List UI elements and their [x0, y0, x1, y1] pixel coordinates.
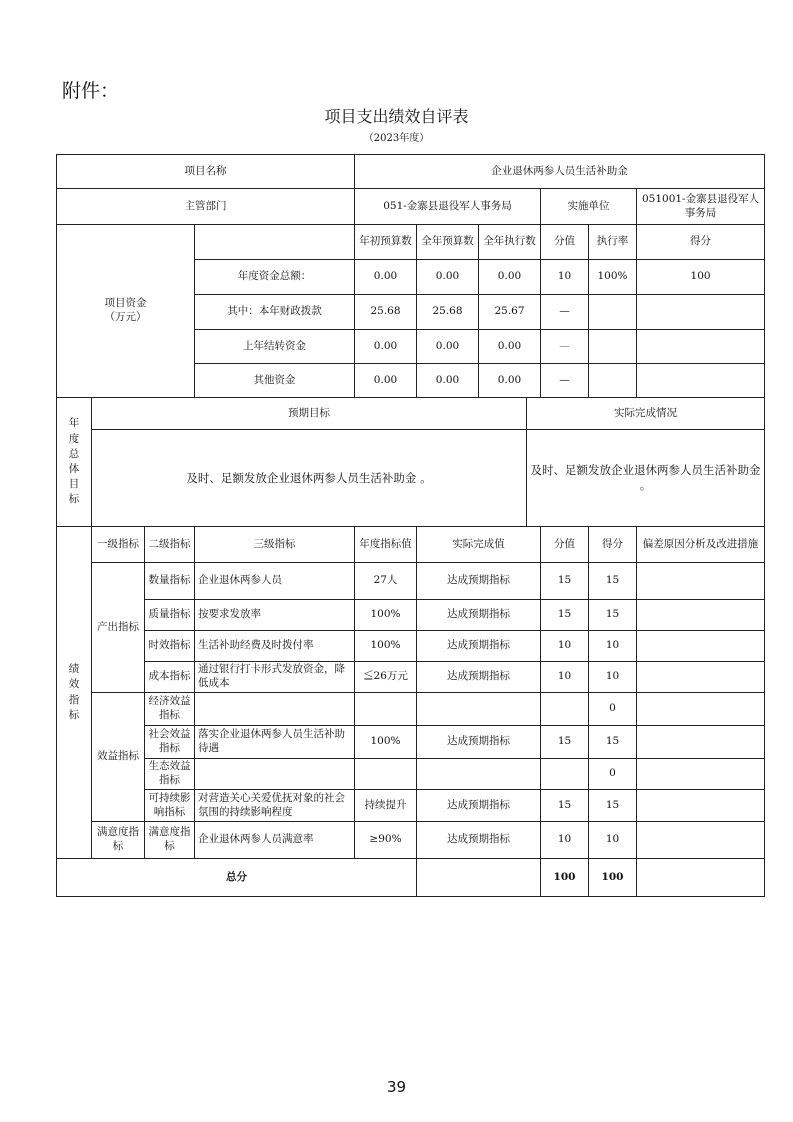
- total-score-val: 100: [541, 859, 589, 897]
- page-title: 项目支出绩效自评表: [324, 107, 469, 126]
- expected-goal-label: 预期目标: [92, 398, 527, 430]
- funds-label: 项目资金 （万元）: [57, 225, 195, 398]
- indicator-target: ≦26万元: [355, 662, 417, 693]
- indicator-l3: [195, 759, 355, 790]
- indicator-actual: 达成预期指标: [417, 726, 541, 759]
- funds-row-label: 其他资金: [195, 364, 355, 398]
- indicator-score-val: 15: [541, 563, 589, 600]
- actual-result-text: 及时、足额发放企业退休两参人员生活补助金 。: [527, 430, 765, 527]
- indicator-score-val: 15: [541, 600, 589, 631]
- funds-header-rate: 执行率: [589, 225, 637, 260]
- funds-init: 0.00: [355, 260, 417, 295]
- group-satisfaction: 满意度指标: [92, 822, 145, 859]
- funds-row-label: 年度资金总额：: [195, 260, 355, 295]
- indicator-l3: 生活补助经费及时拨付率: [195, 631, 355, 662]
- indicator-deviation: [637, 662, 765, 693]
- funds-header-score: 得分: [637, 225, 765, 260]
- indicator-deviation: [637, 693, 765, 726]
- funds-init: 25.68: [355, 295, 417, 330]
- indicator-score: 15: [589, 726, 637, 759]
- indicator-l2: 质量指标: [145, 600, 195, 631]
- indicator-score-val: 10: [541, 631, 589, 662]
- funds-score: [637, 330, 765, 364]
- indicator-l3: 按要求发放率: [195, 600, 355, 631]
- expected-goal-text: 及时、足额发放企业退休两参人员生活补助金 。: [92, 430, 527, 527]
- indicator-score: 10: [589, 631, 637, 662]
- funds-full: 0.00: [417, 260, 479, 295]
- indicator-score-val: 15: [541, 790, 589, 822]
- funds-full: 0.00: [417, 364, 479, 398]
- indicator-header-target: 年度指标值: [355, 527, 417, 563]
- indicator-header-score: 得分: [589, 527, 637, 563]
- indicator-l2: 满意度指标: [145, 822, 195, 859]
- impl-label: 实施单位: [541, 189, 637, 225]
- indicator-actual: 达成预期指标: [417, 790, 541, 822]
- funds-header-init: 年初预算数: [355, 225, 417, 260]
- indicator-deviation: [637, 790, 765, 822]
- funds-header-blank: [195, 225, 355, 260]
- indicator-target: 100%: [355, 600, 417, 631]
- indicator-target: 27人: [355, 563, 417, 600]
- indicator-target: ≥90%: [355, 822, 417, 859]
- attachment-label: 附件：: [62, 80, 120, 102]
- indicator-l2: 生态效益指标: [145, 759, 195, 790]
- indicator-score-val: 15: [541, 726, 589, 759]
- indicator-deviation: [637, 563, 765, 600]
- indicator-actual: 达成预期指标: [417, 631, 541, 662]
- funds-rate: 100%: [589, 260, 637, 295]
- indicator-l3: 企业退休两参人员: [195, 563, 355, 600]
- indicator-header-score-val: 分值: [541, 527, 589, 563]
- funds-score: 100: [637, 260, 765, 295]
- funds-score: [637, 364, 765, 398]
- funds-score-val: —: [541, 330, 589, 364]
- funds-exec: 0.00: [479, 330, 541, 364]
- indicator-actual: 达成预期指标: [417, 662, 541, 693]
- indicator-score: 10: [589, 822, 637, 859]
- page-number: 39: [386, 1078, 407, 1096]
- indicator-score: 0: [589, 693, 637, 726]
- project-name-label: 项目名称: [57, 155, 355, 189]
- indicator-header-l2: 二级指标: [145, 527, 195, 563]
- dept-value: 051-金寨县退役军人事务局: [355, 189, 541, 225]
- indicator-actual: [417, 759, 541, 790]
- indicator-deviation: [637, 600, 765, 631]
- funds-exec: 0.00: [479, 260, 541, 295]
- indicator-score: 15: [589, 790, 637, 822]
- funds-row-label: 上年结转资金: [195, 330, 355, 364]
- funds-rate: [589, 295, 637, 330]
- indicator-l2: 可持续影响指标: [145, 790, 195, 822]
- group-output: 产出指标: [92, 563, 145, 693]
- indicator-score-val: 10: [541, 822, 589, 859]
- indicator-target: 100%: [355, 726, 417, 759]
- funds-rate: [589, 330, 637, 364]
- indicator-l3: [195, 693, 355, 726]
- indicator-score-val: 10: [541, 662, 589, 693]
- funds-score: [637, 295, 765, 330]
- indicator-header-l3: 三级指标: [195, 527, 355, 563]
- indicator-actual: [417, 693, 541, 726]
- indicator-deviation: [637, 726, 765, 759]
- indicator-l3: 通过银行打卡形式发放资金，降低成本: [195, 662, 355, 693]
- indicator-actual: 达成预期指标: [417, 822, 541, 859]
- report-year: （2023年度）: [363, 133, 430, 144]
- total-blank: [417, 859, 541, 897]
- funds-rate: [589, 364, 637, 398]
- indicator-score: 15: [589, 600, 637, 631]
- indicator-score-val: [541, 759, 589, 790]
- indicator-l3: 落实企业退休两参人员生活补助待遇: [195, 726, 355, 759]
- funds-exec: 0.00: [479, 364, 541, 398]
- indicator-l3: 企业退休两参人员满意率: [195, 822, 355, 859]
- indicator-deviation: [637, 631, 765, 662]
- indicator-score: 10: [589, 662, 637, 693]
- indicator-deviation: [637, 822, 765, 859]
- indicator-l2: 经济效益指标: [145, 693, 195, 726]
- indicator-l3: 对营造关心关爱优抚对象的社会氛围的持续影响程度: [195, 790, 355, 822]
- funds-score-val: —: [541, 364, 589, 398]
- goals-label: 年 度 总 体 目 标: [57, 398, 92, 527]
- funds-score-val: 10: [541, 260, 589, 295]
- indicators-label: 绩 效 指 标: [57, 527, 92, 859]
- actual-result-label: 实际完成情况: [527, 398, 765, 430]
- funds-score-val: —: [541, 295, 589, 330]
- indicator-l2: 社会效益指标: [145, 726, 195, 759]
- indicator-header-actual: 实际完成值: [417, 527, 541, 563]
- indicator-l2: 时效指标: [145, 631, 195, 662]
- indicator-target: [355, 759, 417, 790]
- self-evaluation-table: [56, 154, 765, 897]
- funds-init: 0.00: [355, 330, 417, 364]
- indicator-target: 持续提升: [355, 790, 417, 822]
- indicator-l2: 成本指标: [145, 662, 195, 693]
- indicator-score: 15: [589, 563, 637, 600]
- total-label: 总分: [57, 859, 417, 897]
- funds-full: 0.00: [417, 330, 479, 364]
- impl-value: 051001-金寨县退役军人事务局: [637, 189, 765, 225]
- funds-header-exec: 全年执行数: [479, 225, 541, 260]
- dept-label: 主管部门: [57, 189, 355, 225]
- total-score: 100: [589, 859, 637, 897]
- funds-header-full: 全年预算数: [417, 225, 479, 260]
- indicator-score: 0: [589, 759, 637, 790]
- indicator-actual: 达成预期指标: [417, 563, 541, 600]
- group-effect: 效益指标: [92, 693, 145, 822]
- indicator-header-deviation: 偏差原因分析及改进措施: [637, 527, 765, 563]
- project-name: 企业退休两参人员生活补助金: [355, 155, 765, 189]
- funds-init: 0.00: [355, 364, 417, 398]
- total-deviation: [637, 859, 765, 897]
- indicator-l2: 数量指标: [145, 563, 195, 600]
- funds-full: 25.68: [417, 295, 479, 330]
- indicator-score-val: [541, 693, 589, 726]
- funds-row-label: 其中：本年财政拨款: [195, 295, 355, 330]
- indicator-actual: 达成预期指标: [417, 600, 541, 631]
- indicator-target: 100%: [355, 631, 417, 662]
- funds-header-score-val: 分值: [541, 225, 589, 260]
- funds-exec: 25.67: [479, 295, 541, 330]
- indicator-deviation: [637, 759, 765, 790]
- indicator-header-l1: 一级指标: [92, 527, 145, 563]
- indicator-target: [355, 693, 417, 726]
